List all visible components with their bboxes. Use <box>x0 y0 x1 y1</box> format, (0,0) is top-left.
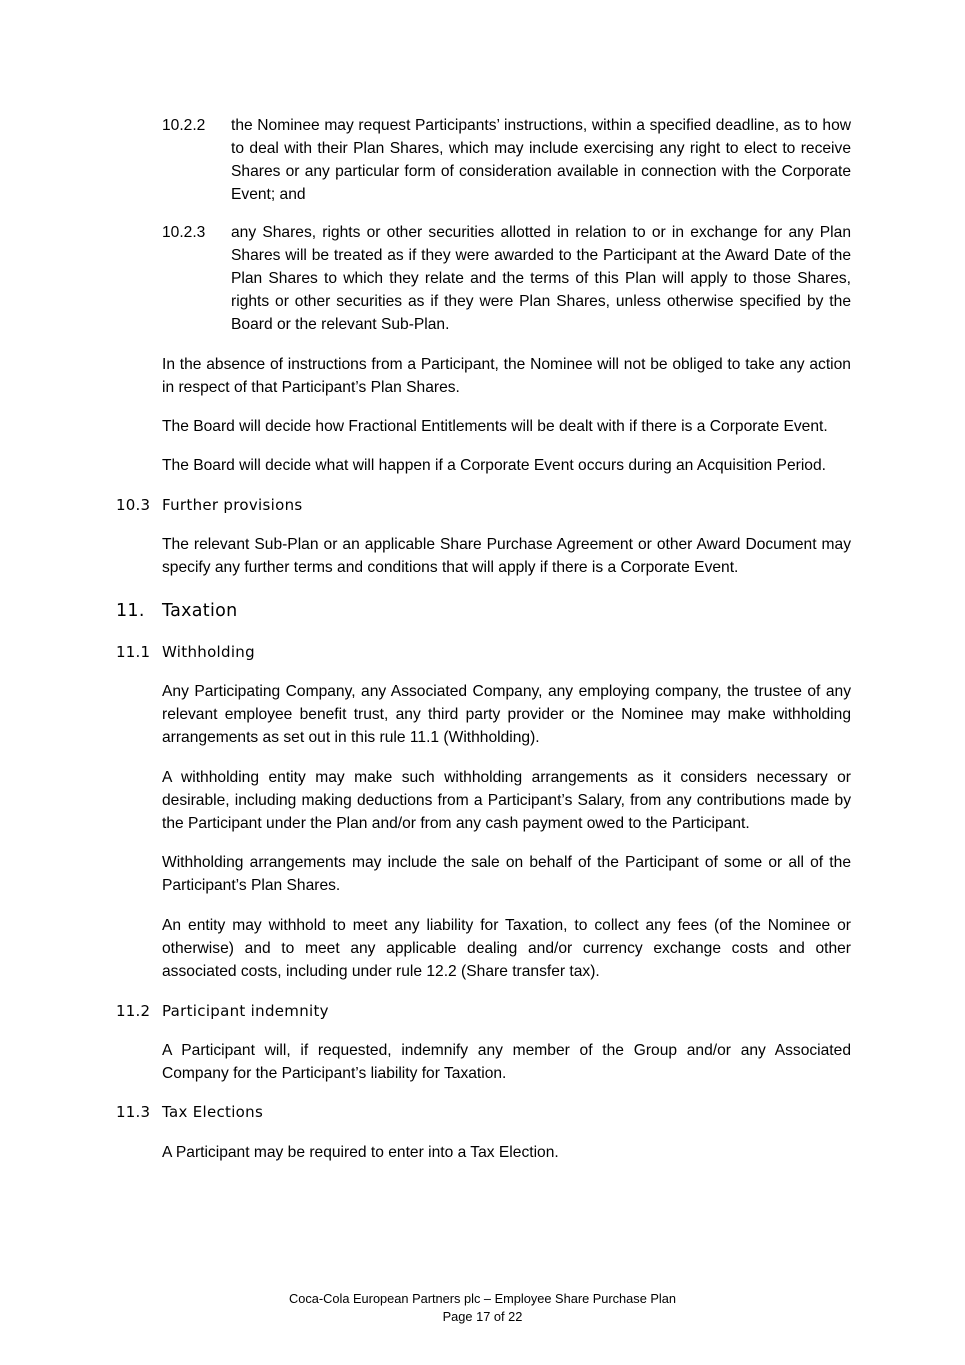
heading-title: Further provisions <box>162 496 303 514</box>
paragraph-tax-elections: A Participant may be required to enter into a Tax Election. <box>162 1144 559 1161</box>
heading-title: Participant indemnity <box>162 1002 329 1020</box>
clause-text: any Shares, rights or other securities allotted in relation to or in exchange for any Plan Shares will be treated as if they were awarded to the Participant at the Award Date of the Plan Shares to which they relate and the terms of this Plan will apply to those Shares, rights or other securities as if they were Plan Shares, unless otherwise specified by the Board or the relevant Sub-Plan. <box>231 224 851 333</box>
paragraph-withholding-2: A withholding entity may make such withholding arrangements as it considers necessary or desirable, including making deductions from a Participant’s Salary, from any contributions made by the Participant under the Plan and/or from any cash payment owed to the Participant. <box>162 769 851 832</box>
clause-number: 10.2.2 <box>162 117 206 134</box>
paragraph-further-provisions: The relevant Sub-Plan or an applicable Share Purchase Agreement or other Award Document may specify any further terms and conditions that will apply if there is a Corporate Event. <box>162 536 851 576</box>
paragraph-fractional: The Board will decide how Fractional Entitlements will be dealt with if there is a Corporate Event. <box>162 418 828 435</box>
paragraph-withholding-4: An entity may withhold to meet any liability for Taxation, to collect any fees (of the Nominee or otherwise) and to meet any applicable dealing and/or currency exchange costs and other associated costs, including under rule 12.2 (Share transfer tax). <box>162 917 851 980</box>
heading-number: 11.1 <box>116 643 151 661</box>
paragraph-acquisition: The Board will decide what will happen if a Corporate Event occurs during an Acquisition Period. <box>162 457 826 474</box>
heading-number: 11.2 <box>116 1002 151 1020</box>
paragraph-indemnity: A Participant will, if requested, indemnify any member of the Group and/or any Associated Company for the Participant’s liability for Taxation. <box>162 1042 851 1082</box>
heading-number: 11. <box>116 601 145 621</box>
footer-page-number: Page 17 of 22 <box>442 1309 523 1324</box>
footer-document-title: Coca-Cola European Partners plc – Employee Share Purchase Plan <box>289 1291 676 1306</box>
heading-number: 10.3 <box>116 496 151 514</box>
paragraph-absence: In the absence of instructions from a Participant, the Nominee will not be obliged to take any action in respect of that Participant’s Plan Shares. <box>162 356 851 396</box>
heading-title: Tax Elections <box>162 1103 264 1121</box>
heading-title: Taxation <box>162 601 238 621</box>
clause-text: the Nominee may request Participants’ instructions, within a specified deadline, as to how to deal with their Plan Shares, which may include exercising any right to elect to receive Shares or any particular form of consideration available in connection with the Corporate Event; and <box>231 117 851 203</box>
heading-number: 11.3 <box>116 1103 151 1121</box>
paragraph-withholding-3: Withholding arrangements may include the sale on behalf of the Participant of some or all of the Participant’s Plan Shares. <box>162 854 851 894</box>
heading-title: Withholding <box>162 643 255 661</box>
clause-number: 10.2.3 <box>162 224 206 241</box>
paragraph-withholding-1: Any Participating Company, any Associated Company, any employing company, the trustee of any relevant employee benefit trust, any third party provider or the Nominee may make withholding arrangements as set out in this rule 11.1 (Withholding). <box>162 683 851 746</box>
